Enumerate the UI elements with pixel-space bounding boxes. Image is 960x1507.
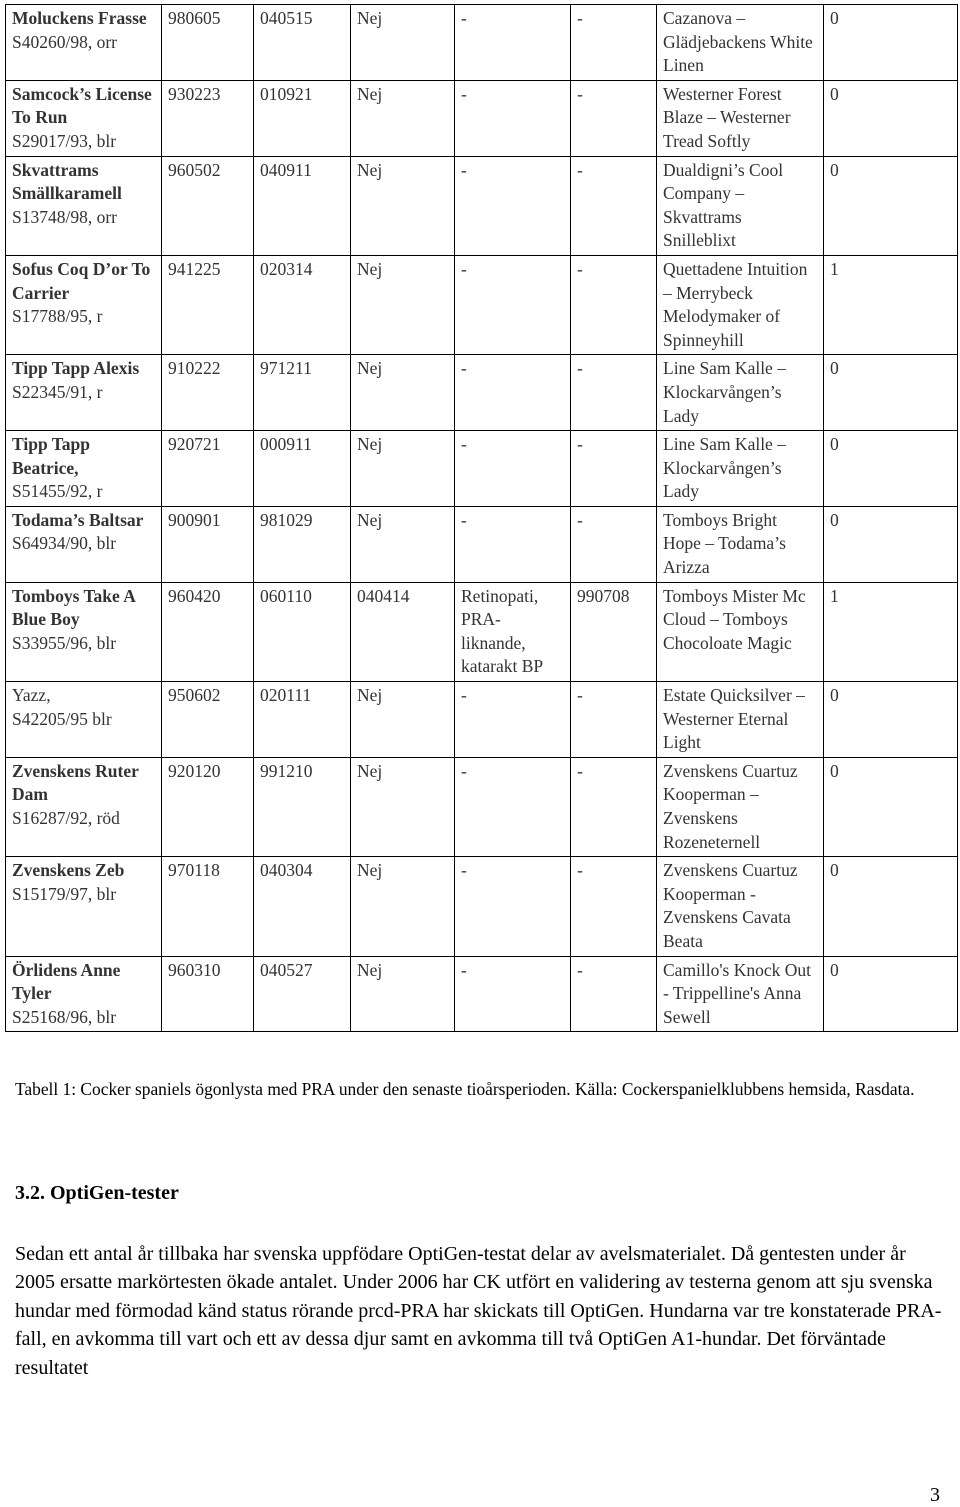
dog-cell	[6, 506, 162, 582]
diagnosis-cell: -	[455, 5, 571, 81]
parents-cell: Line Sam Kalle – Klockarvången’s Lady	[657, 355, 824, 431]
exam-date-cell: 020314	[254, 255, 351, 354]
dog-cell	[6, 956, 162, 1032]
diagnosis-cell: -	[455, 156, 571, 255]
table-body	[6, 5, 958, 1032]
dog-name: Zvenskens Zeb	[12, 860, 125, 881]
birth-date-cell: 920120	[162, 757, 254, 856]
later-exam-cell: -	[571, 506, 657, 582]
table-row	[6, 355, 958, 431]
diagnosed-cell: Nej	[351, 431, 455, 507]
later-exam-cell: -	[571, 156, 657, 255]
parents-cell: Line Sam Kalle – Klockarvången’s Lady	[657, 431, 824, 507]
count-cell: 0	[824, 857, 958, 956]
diagnosis-cell: -	[455, 255, 571, 354]
count-cell: 0	[824, 956, 958, 1032]
dog-cell	[6, 582, 162, 681]
diagnosis-cell: -	[455, 506, 571, 582]
dog-registration: S15179/97, blr	[12, 883, 117, 904]
parents-cell: Estate Quicksilver – Westerner Eternal Light	[657, 682, 824, 758]
dog-name: Sofus Coq D’or To Carrier	[12, 258, 151, 303]
parents-cell: Zvenskens Cuartuz Kooperman - Zvenskens Cavata Beata	[657, 857, 824, 956]
table-row	[6, 582, 958, 681]
dog-name: Moluckens Frasse	[12, 8, 147, 28]
table-row	[6, 156, 958, 255]
exam-date-cell: 040304	[254, 857, 351, 956]
exam-date-cell: 060110	[254, 582, 351, 681]
dog-cell	[6, 80, 162, 156]
birth-date-cell: 960310	[162, 956, 254, 1032]
count-cell: 0	[824, 682, 958, 758]
parents-cell: Quettadene Intuition – Merrybeck Melodymaker of Spinneyhill	[657, 255, 824, 354]
exam-date-cell: 040911	[254, 156, 351, 255]
birth-date-cell: 910222	[162, 355, 254, 431]
diagnosis-cell: -	[455, 431, 571, 507]
dog-cell	[6, 355, 162, 431]
parents-cell: Tomboys Bright Hope – Todama’s Arizza	[657, 506, 824, 582]
dog-registration: S29017/93, blr	[12, 130, 117, 151]
diagnosed-cell: Nej	[351, 255, 455, 354]
dog-cell	[6, 757, 162, 856]
diagnosis-cell: -	[455, 757, 571, 856]
exam-date-cell: 040527	[254, 956, 351, 1032]
parents-cell: Dualdigni’s Cool Company – Skvattrams Snilleblixt	[657, 156, 824, 255]
table-row	[6, 255, 958, 354]
birth-date-cell: 941225	[162, 255, 254, 354]
dog-cell	[6, 156, 162, 255]
later-exam-cell: -	[571, 5, 657, 81]
later-exam-cell: -	[571, 431, 657, 507]
dog-name: Zvenskens Ruter Dam	[12, 760, 139, 805]
later-exam-cell: -	[571, 757, 657, 856]
exam-date-cell: 040515	[254, 5, 351, 81]
count-cell: 0	[824, 80, 958, 156]
birth-date-cell: 900901	[162, 506, 254, 582]
parents-cell: Cazanova – Glädjebackens White Linen	[657, 5, 824, 81]
diagnosed-cell: Nej	[351, 156, 455, 255]
dog-cell	[6, 857, 162, 956]
exam-date-cell: 981029	[254, 506, 351, 582]
exam-date-cell: 020111	[254, 682, 351, 758]
parents-cell: Westerner Forest Blaze – Westerner Tread Softly	[657, 80, 824, 156]
table-row	[6, 431, 958, 507]
later-exam-cell: -	[571, 857, 657, 956]
birth-date-cell: 980605	[162, 5, 254, 81]
pra-table	[5, 4, 958, 1032]
table-row	[6, 682, 958, 758]
dog-name: Yazz,	[12, 685, 51, 706]
dog-registration: S13748/98, orr	[12, 206, 117, 227]
birth-date-cell: 950602	[162, 682, 254, 758]
dog-name: Samcock’s License To Run	[12, 83, 152, 128]
diagnosed-cell: Nej	[351, 506, 455, 582]
exam-date-cell: 971211	[254, 355, 351, 431]
diagnosed-cell: 040414	[351, 582, 455, 681]
count-cell: 0	[824, 757, 958, 856]
count-cell: 0	[824, 431, 958, 507]
exam-date-cell: 000911	[254, 431, 351, 507]
table-row	[6, 5, 958, 81]
birth-date-cell: 960502	[162, 156, 254, 255]
diagnosed-cell: Nej	[351, 80, 455, 156]
birth-date-cell: 970118	[162, 857, 254, 956]
birth-date-cell: 960420	[162, 582, 254, 681]
count-cell: 1	[824, 255, 958, 354]
dog-name: Örlidens Anne Tyler	[12, 959, 121, 1004]
count-cell: 0	[824, 156, 958, 255]
later-exam-cell: -	[571, 255, 657, 354]
body-paragraph: Sedan ett antal år tillbaka har svenska uppfödare OptiGen-testat delar av avelsmaterialet. Då gentesten under år 2005 ersatte markörtesten ökade antalet. Under 2006 har CK utfört en validering av testerna genom att sju svenska hundar med förmodad känd status rörande prcd-PRA har skickats till OptiGen. Hundarna var tre konstaterade PRA-fall, en avkomma till vart och ett av dessa djur samt en avkomma till två OptiGen A1-hundar. Det förväntade resultatet	[15, 1243, 942, 1379]
dog-registration: S16287/92, röd	[12, 808, 120, 828]
later-exam-cell: -	[571, 80, 657, 156]
dog-cell	[6, 5, 162, 81]
table-row	[6, 956, 958, 1032]
birth-date-cell: 930223	[162, 80, 254, 156]
later-exam-cell: -	[571, 956, 657, 1032]
dog-registration: S51455/92, r	[12, 481, 103, 502]
later-exam-cell: -	[571, 355, 657, 431]
diagnosis-cell: -	[455, 682, 571, 758]
dog-registration: S42205/95 blr	[12, 708, 112, 729]
dog-name: Tomboys Take A Blue Boy	[12, 585, 135, 630]
parents-cell: Zvenskens Cuartuz Kooperman – Zvenskens Rozeneternell	[657, 757, 824, 856]
dog-registration: S33955/96, blr	[12, 632, 117, 653]
count-cell: 1	[824, 582, 958, 681]
birth-date-cell: 920721	[162, 431, 254, 507]
parents-cell: Camillo's Knock Out - Trippelline's Anna Sewell	[657, 956, 824, 1032]
diagnosis-cell: Retinopati, PRA-liknande, katarakt BP	[455, 582, 571, 681]
dog-registration: S64934/90, blr	[12, 533, 117, 554]
count-cell: 0	[824, 5, 958, 81]
dog-registration: S22345/91, r	[12, 381, 103, 402]
exam-date-cell: 010921	[254, 80, 351, 156]
diagnosis-cell: -	[455, 956, 571, 1032]
diagnosis-cell: -	[455, 80, 571, 156]
diagnosed-cell: Nej	[351, 757, 455, 856]
table-row	[6, 857, 958, 956]
later-exam-cell: 990708	[571, 582, 657, 681]
diagnosed-cell: Nej	[351, 956, 455, 1032]
section-heading: 3.2. OptiGen-tester	[15, 1182, 179, 1204]
dog-registration: S40260/98, orr	[12, 31, 117, 52]
table-row	[6, 506, 958, 582]
table-row	[6, 757, 958, 856]
table-caption: Tabell 1: Cocker spaniels ögonlysta med PRA under den senaste tioårsperioden. Källa: Cockerspanielklubbens hemsida, Rasdata.	[15, 1079, 915, 1099]
dog-name: Skvattrams Smällkaramell	[12, 159, 122, 204]
diagnosed-cell: Nej	[351, 5, 455, 81]
count-cell: 0	[824, 506, 958, 582]
later-exam-cell: -	[571, 682, 657, 758]
dog-name: Todama’s Baltsar	[12, 509, 144, 530]
diagnosed-cell: Nej	[351, 682, 455, 758]
parents-cell: Tomboys Mister Mc Cloud – Tomboys Chocoloate Magic	[657, 582, 824, 681]
dog-registration: S17788/95, r	[12, 306, 103, 327]
dog-name: Tipp Tapp Alexis	[12, 358, 140, 379]
dog-registration: S25168/96, blr	[12, 1006, 117, 1027]
table-row	[6, 80, 958, 156]
dog-name: Tipp Tapp Beatrice,	[12, 434, 91, 478]
diagnosis-cell: -	[455, 857, 571, 956]
diagnosis-cell: -	[455, 355, 571, 431]
dog-cell	[6, 255, 162, 354]
dog-cell	[6, 682, 162, 758]
exam-date-cell: 991210	[254, 757, 351, 856]
diagnosed-cell: Nej	[351, 857, 455, 956]
count-cell: 0	[824, 355, 958, 431]
page-number: 3	[930, 1484, 940, 1506]
diagnosed-cell: Nej	[351, 355, 455, 431]
dog-cell	[6, 431, 162, 507]
